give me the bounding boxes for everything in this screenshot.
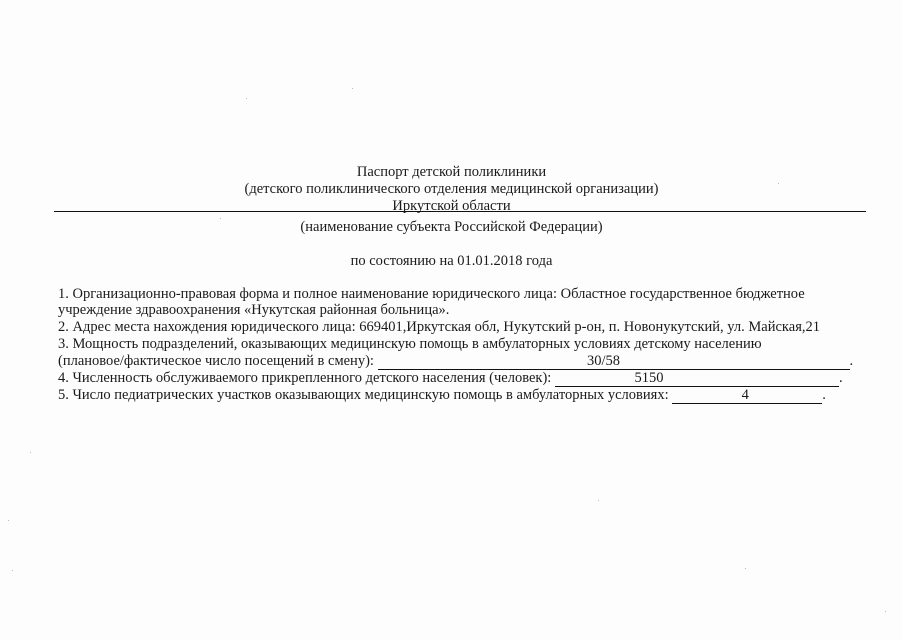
document-subtitle: (детского поликлинического отделения медицинской организации) (244, 181, 659, 197)
document-title: Паспорт детской поликлиники (356, 164, 547, 180)
item-4-label: 4. Численность обслуживаемого прикрепленного детского населения (человек): (58, 370, 552, 386)
item-4-end: . (838, 370, 843, 386)
scan-speck (885, 611, 886, 612)
scan-speck (246, 98, 247, 99)
scan-speck (598, 500, 599, 501)
item-2: 2. Адрес места нахождения юридического лица: 669401,Иркутская обл, Нукутский р-он, п. Новонукутский, ул. Майская,21 (58, 319, 820, 335)
item-3-end: . (849, 353, 854, 369)
item-5-end: . (822, 387, 826, 403)
item-5-label: 5. Число педиатрических участков оказывающих медицинскую помощь в амбулаторных условиях: (58, 387, 669, 403)
region-caption: (наименование субъекта Российской Федерации) (300, 219, 603, 235)
scan-speck (778, 183, 779, 184)
scan-speck (8, 520, 9, 521)
item-1-line-1: 1. Организационно-правовая форма и полное наименование юридического лица: Областное государственное бюджетное (58, 286, 805, 302)
item-3-value: 30/58 (587, 353, 621, 369)
item-3-line-2 (58, 353, 853, 370)
region-underline (54, 211, 866, 212)
item-5 (58, 387, 826, 404)
scan-speck (352, 88, 353, 89)
item-4 (58, 370, 843, 387)
scan-speck (12, 570, 13, 571)
item-5-value: 4 (741, 387, 749, 403)
scan-speck (745, 568, 746, 569)
as-of-date: по состоянию на 01.01.2018 года (350, 253, 553, 269)
region-name: Иркутской области (392, 198, 511, 214)
item-4-value-field (555, 371, 839, 387)
scan-speck (30, 452, 31, 453)
item-3-value-field (378, 354, 850, 370)
item-3-label: (плановое/фактическое число посещений в смену): (58, 353, 374, 369)
scan-speck (220, 218, 221, 219)
item-5-value-field (672, 388, 822, 404)
item-1-line-2: учреждение здравоохранения «Нукутская районная больница». (58, 302, 450, 318)
item-3-line-1: 3. Мощность подразделений, оказывающих медицинскую помощь в амбулаторных условиях детскому населению (58, 336, 762, 352)
item-4-value: 5150 (634, 370, 664, 386)
